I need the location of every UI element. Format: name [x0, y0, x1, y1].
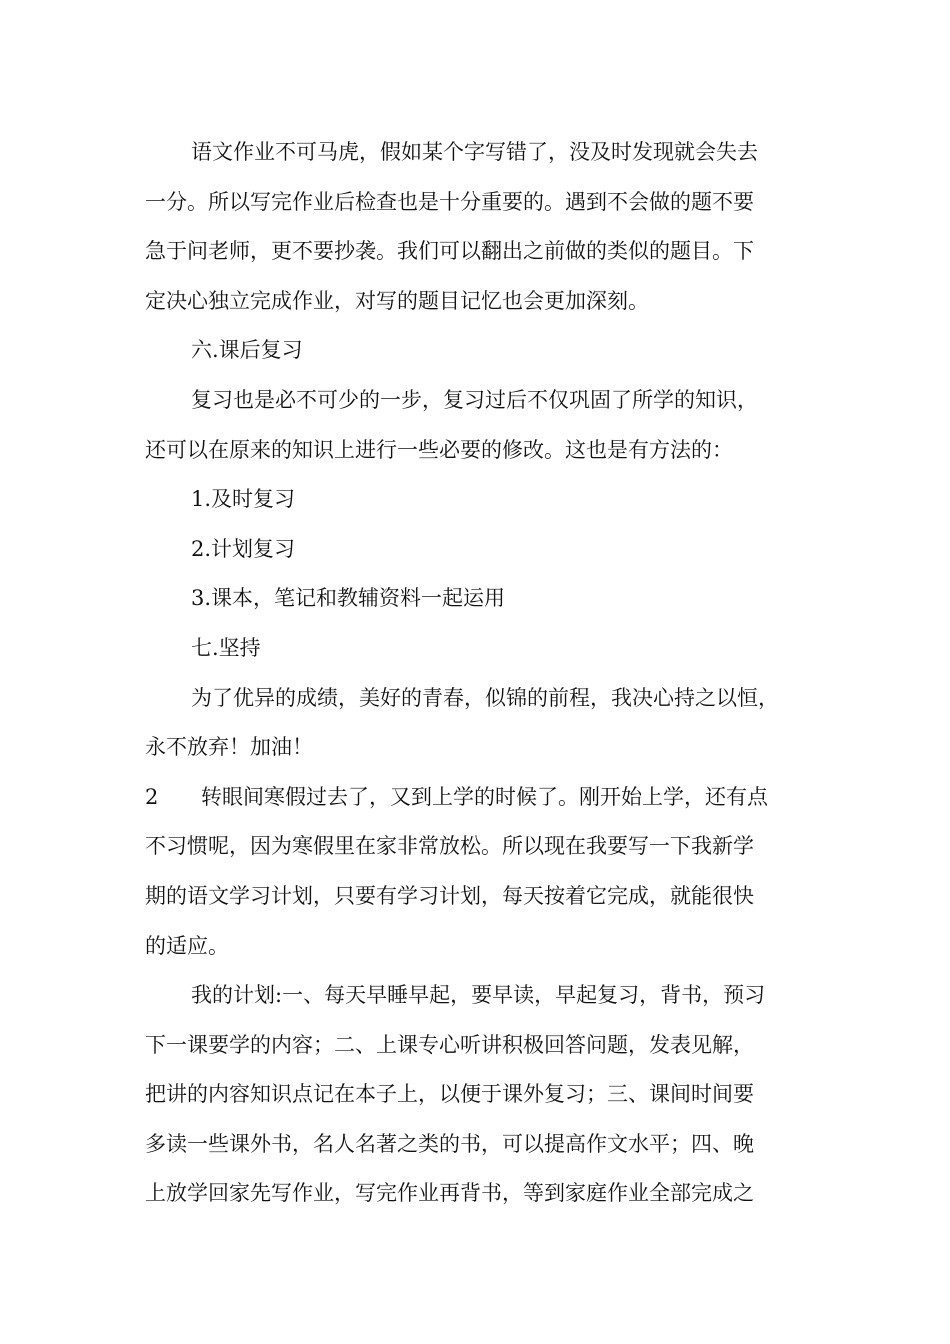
text-line-content: 3.课本，笔记和教辅资料一起运用 [191, 586, 506, 611]
text-line [145, 574, 825, 624]
text-line [145, 1070, 825, 1120]
text-line-content: 把讲的内容知识点记在本子上，以便于课外复习；三、课间时间要 [145, 1082, 754, 1107]
text-line-content: 转眼间寒假过去了，又到上学的时候了。刚开始上学，还有点 [201, 784, 768, 809]
text-line-content: 下一课要学的内容；二、上课专心听讲积极回答问题，发表见解， [145, 1032, 754, 1057]
text-line [145, 426, 825, 476]
text-line [145, 624, 825, 674]
text-line [145, 872, 825, 922]
text-line-content: 上放学回家先写作业，写完作业再背书，等到家庭作业全部完成之 [145, 1181, 754, 1206]
text-line [145, 674, 825, 724]
text-line-content: 1.及时复习 [191, 487, 296, 512]
text-line [145, 376, 825, 426]
text-line-content: 我的计划:一、每天早睡早起，要早读，早起复习，背书，预习 [191, 983, 766, 1008]
text-line [145, 822, 825, 872]
text-line-content: 急于问老师，更不要抄袭。我们可以翻出之前做的类似的题目。下 [145, 239, 754, 264]
text-line-content: 一分。所以写完作业后检查也是十分重要的。遇到不会做的题不要 [145, 189, 754, 214]
text-line [145, 326, 825, 376]
paragraph-number: 2 [145, 784, 159, 809]
text-line [145, 922, 825, 972]
text-line [145, 227, 825, 277]
text-line [145, 128, 825, 178]
text-line-content: 六.课后复习 [191, 338, 303, 363]
text-line [145, 1021, 825, 1071]
text-line [145, 971, 825, 1021]
text-line [145, 525, 825, 575]
text-line-content: 七.坚持 [191, 635, 261, 660]
text-line-content: 2.计划复习 [191, 536, 296, 561]
text-line-content: 定决心独立完成作业，对写的题目记忆也会更加深刻。 [145, 288, 649, 313]
text-line-content: 多读一些课外书，名人名著之类的书，可以提高作文水平；四、晚 [145, 1131, 754, 1156]
document-body [145, 128, 825, 1219]
text-line-content: 还可以在原来的知识上进行一些必要的修改。这也是有方法的： [145, 437, 733, 462]
text-line-content: 期的语文学习计划，只要有学习计划，每天按着它完成，就能很快 [145, 883, 754, 908]
text-line [145, 723, 825, 773]
text-line-content: 复习也是必不可少的一步，复习过后不仅巩固了所学的知识， [191, 387, 758, 412]
text-line [145, 178, 825, 228]
text-line [145, 1169, 825, 1219]
text-line-content: 语文作业不可马虎，假如某个字写错了，没及时发现就会失去 [191, 140, 758, 164]
text-line-content: 为了优异的成绩，美好的青春，似锦的前程，我决心持之以恒， [191, 685, 779, 710]
text-line [145, 475, 825, 525]
text-line-content: 永不放弃！加油！ [145, 735, 313, 760]
text-line [145, 773, 825, 823]
text-line [145, 277, 825, 327]
text-line-content: 不习惯呢，因为寒假里在家非常放松。所以现在我要写一下我新学 [145, 834, 754, 859]
text-line [145, 1120, 825, 1170]
text-line-content: 的适应。 [145, 933, 229, 958]
